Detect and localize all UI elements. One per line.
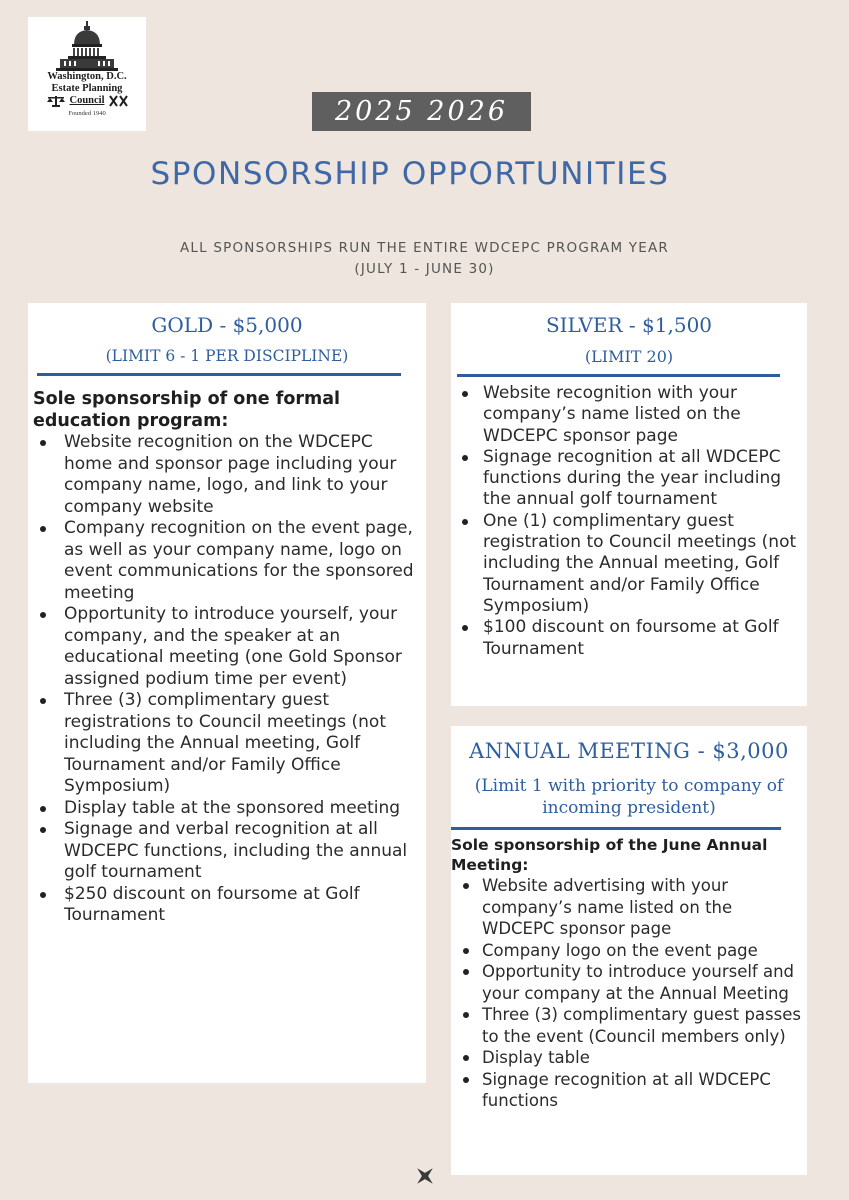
year-badge: 2025 2026 (312, 92, 531, 131)
logo-line-3: Council (69, 95, 105, 106)
list-item: Signage recognition at all WDCEPC functions during the year including the annual golf tournament (483, 447, 805, 511)
gold-lead: Sole sponsorship of one formal education program: (33, 389, 341, 431)
annual-limit: (Limit 1 with priority to company of incoming president) (474, 776, 784, 818)
subtitle-line-2: (JULY 1 - JUNE 30) (354, 261, 495, 277)
subtitle-line-1: ALL SPONSORSHIPS RUN THE ENTIRE WDCEPC PROGRAM YEAR (180, 240, 669, 256)
list-item: Signage and verbal recognition at all WDCEPC functions, including the annual golf tournament (64, 819, 424, 884)
list-item: Website advertising with your company’s name listed on the WDCEPC sponsor page (482, 875, 805, 940)
logo-founded: Founded 1940 (68, 110, 106, 117)
gold-sponsorship-card (28, 303, 426, 1083)
list-item: Opportunity to introduce yourself and your company at the Annual Meeting (482, 961, 805, 1004)
silver-benefits-list (483, 383, 805, 660)
list-item: Three (3) complimentary guest registrations to Council meetings (not including the Annual meeting, Golf Tournament and/or Family Office Symposium) (64, 690, 424, 798)
silver-title: SILVER - $1,500 (545, 313, 713, 337)
page-title: SPONSORSHIP OPPORTUNITIES (150, 156, 670, 192)
silver-limit: (LIMIT 20) (584, 347, 674, 366)
list-item: Company recognition on the event page, as well as your company name, logo on event communications for the sponsored meeting (64, 518, 424, 604)
list-item: Display table at the sponsored meeting (64, 798, 424, 820)
council-logo (28, 17, 146, 131)
list-item: Signage recognition at all WDCEPC functions (482, 1069, 805, 1112)
sparkle-star-icon (414, 1165, 436, 1187)
logo-line-2: Estate Planning (51, 83, 123, 94)
list-item: Website recognition with your company’s name listed on the WDCEPC sponsor page (483, 383, 805, 447)
logo-line-1: Washington, D.C. (47, 71, 127, 82)
annual-divider (451, 827, 781, 830)
list-item: Company logo on the event page (482, 940, 805, 962)
list-item: Three (3) complimentary guest passes to the event (Council members only) (482, 1004, 805, 1047)
silver-sponsorship-card (451, 303, 807, 706)
annual-title: ANNUAL MEETING - $3,000 (469, 739, 789, 763)
tools-icon (108, 95, 128, 107)
gold-benefits-list (64, 432, 424, 927)
gold-divider (37, 373, 401, 376)
list-item: $100 discount on foursome at Golf Tournament (483, 617, 805, 660)
silver-divider (457, 374, 780, 377)
list-item: Display table (482, 1047, 805, 1069)
annual-meeting-sponsorship-card (451, 726, 807, 1175)
annual-lead: Sole sponsorship of the June Annual Meeting: (451, 836, 768, 874)
scales-icon (46, 95, 66, 107)
annual-benefits-list (482, 875, 805, 1112)
capitol-icon (56, 21, 118, 71)
gold-title: GOLD - $5,000 (151, 313, 303, 337)
gold-limit: (LIMIT 6 - 1 PER DISCIPLINE) (105, 347, 349, 365)
list-item: Opportunity to introduce yourself, your company, and the speaker at an educational meeting (one Gold Sponsor assigned podium time per event) (64, 604, 424, 690)
page-subtitle (0, 238, 849, 280)
list-item: One (1) complimentary guest registration to Council meetings (not including the Annual meeting, Golf Tournament and/or Family Office Symposium) (483, 511, 805, 617)
list-item: Website recognition on the WDCEPC home and sponsor page including your company name, logo, and link to your company website (64, 432, 424, 518)
list-item: $250 discount on foursome at Golf Tournament (64, 884, 424, 927)
logo-line-3-row (46, 95, 127, 107)
